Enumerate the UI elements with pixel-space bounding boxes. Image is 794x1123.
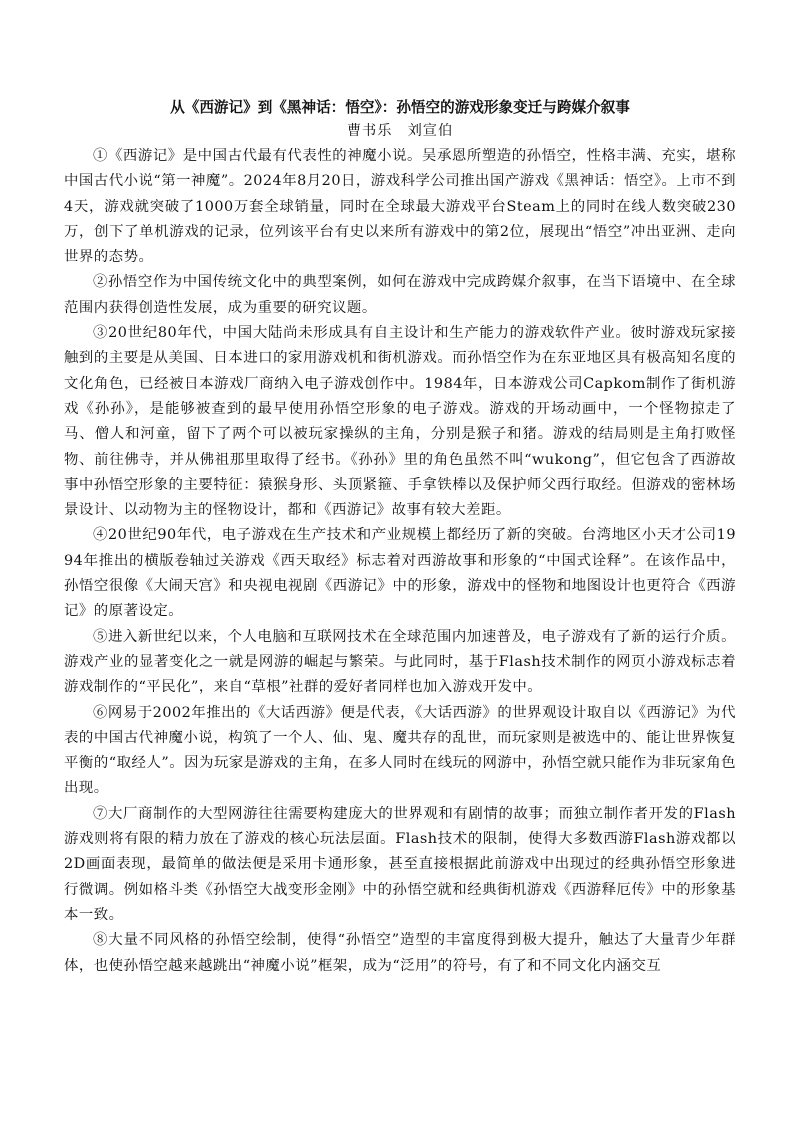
paragraph-4: ④20世纪90年代，电子游戏在生产技术和产业规模上都经历了新的突破。台湾地区小天才公司1994年推出的横版卷轴过关游戏《西天取经》标志着对西游故事和形象的“中国式诠释”。在该作品中，孙悟空很像《大闹天宫》和央视电视剧《西游记》中的形象，游戏中的怪物和地图设计也更符合《西游记》的原著设定。 xyxy=(64,527,736,620)
paragraph-5: ⑤进入新世纪以来，个人电脑和互联网技术在全球范围内加速普及，电子游戏有了新的运行介质。游戏产业的显著变化之一就是网游的崛起与繁荣。与此同时，基于Flash技术制作的网页小游戏标志着游戏制作的“平民化”，来自“草根”社群的爱好者同样也加入游戏开发中。 xyxy=(64,628,736,696)
article xyxy=(64,97,736,979)
paragraph-1: ①《西游记》是中国古代最有代表性的神魔小说。吴承恩所塑造的孙悟空，性格丰满、充实，堪称中国古代小说“第一神魔”。2024年8月20日，游戏科学公司推出国产游戏《黑神话：悟空》。上市不到4天，游戏就突破了1000万套全球销量，同时在全球最大游戏平台Steam上的同时在线人数突破230万，创下了单机游戏的记录，位列该平台有史以来所有游戏中的第2位，展现出“悟空”冲出亚洲、走向世界的态势。 xyxy=(64,148,736,266)
article-authors: 曹书乐 刘宣伯 xyxy=(346,123,454,139)
paragraph-6: ⑥网易于2002年推出的《大话西游》便是代表，《大话西游》的世界观设计取自以《西游记》为代表的中国古代神魔小说，构筑了一个人、仙、鬼、魔共存的乱世，而玩家则是被选中的、能让世界恢复平衡的“取经人”。因为玩家是游戏的主角，在多人同时在线玩的网游中，孙悟空就只能作为非玩家角色出现。 xyxy=(64,704,736,797)
article-title: 从《西游记》到《黑神话：悟空》：孙悟空的游戏形象变迁与跨媒介叙事 xyxy=(170,99,630,116)
paragraph-3: ③20世纪80年代，中国大陆尚未形成具有自主设计和生产能力的游戏软件产业。彼时游戏玩家接触到的主要是从美国、日本进口的家用游戏机和街机游戏。而孙悟空作为在东亚地区具有极高知名度的文化角色，已经被日本游戏厂商纳入电子游戏创作中。1984年，日本游戏公司Capkom制作了街机游戏《孙孙》，是能够被查到的最早使用孙悟空形象的电子游戏。游戏的开场动画中，一个怪物掠走了马、僧人和河童，留下了两个可以被玩家操纵的主角，分别是猴子和猪。游戏的结局则是主角打败怪物、前往佛寺，并从佛祖那里取得了经书。《孙孙》里的角色虽然不叫“wukong”，但它包含了西游故事中孙悟空形象的主要特征：猿猴身形、头顶紧箍、手拿铁棒以及保护师父西行取经。但游戏的密林场景设计、以动物为主的怪物设计，都和《西游记》故事有较大差距。 xyxy=(64,325,736,519)
paragraph-8: ⑧大量不同风格的孙悟空绘制，使得“孙悟空”造型的丰富度得到极大提升，触达了大量青少年群体，也使孙悟空越来越跳出“神魔小说”框架，成为“泛用”的符号，有了和不同文化内涵交互 xyxy=(64,932,736,974)
paragraph-7: ⑦大厂商制作的大型网游往往需要构建庞大的世界观和有剧情的故事；而独立制作者开发的Flash游戏则将有限的精力放在了游戏的核心玩法层面。Flash技术的限制，使得大多数西游Flash游戏都以2D画面表现，最简单的做法便是采用卡通形象，甚至直接根据此前游戏中出现过的经典孙悟空形象进行微调。例如格斗类《孙悟空大战变形金刚》中的孙悟空就和经典街机游戏《西游释厄传》中的形象基本一致。 xyxy=(64,805,736,923)
paragraph-2: ②孙悟空作为中国传统文化中的典型案例，如何在游戏中完成跨媒介叙事，在当下语境中、在全球范围内获得创造性发展，成为重要的研究议题。 xyxy=(64,274,736,316)
